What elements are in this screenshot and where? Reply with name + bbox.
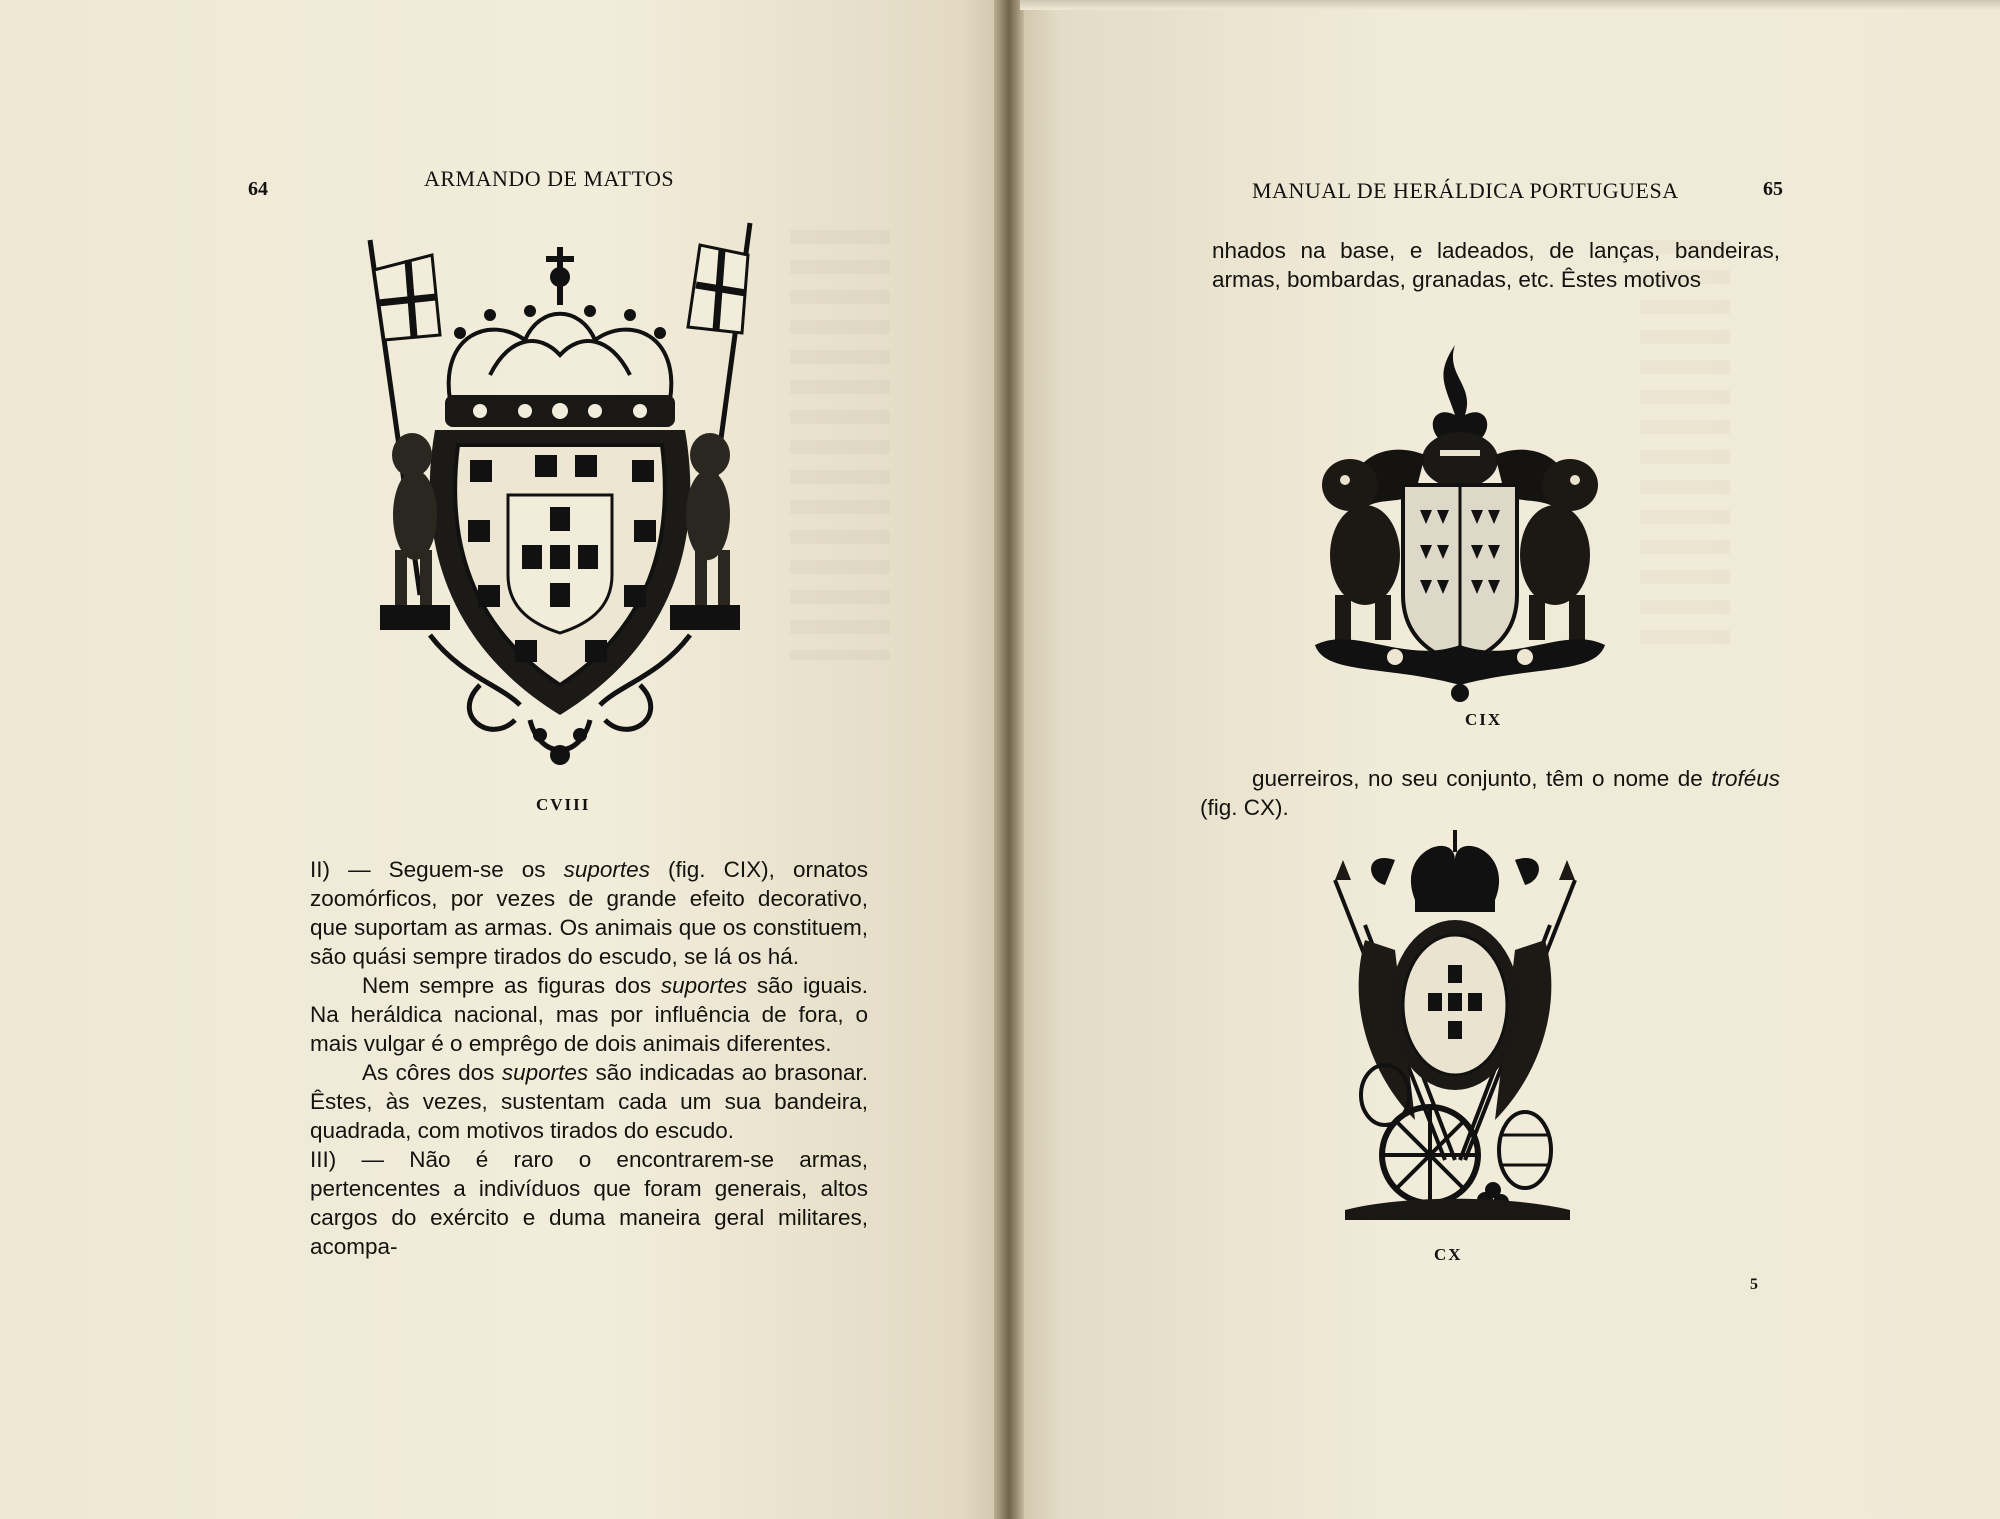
paragraph-guerreiros: guerreiros, no seu conjunto, têm o nome de troféus (fig. CX). [1200, 766, 1780, 820]
left-page-number: 64 [248, 178, 268, 200]
page-top-edge [1020, 0, 2000, 10]
paragraph-figuras: Nem sempre as figuras dos suportes são iguais. Na heráldica nacional, mas por influência de fora, o mais vulgar é o emprêgo de dois animais diferentes. [310, 973, 868, 1056]
right-top-text [1212, 236, 1780, 294]
figure-caption-cviii: CVIII [536, 795, 591, 814]
royal-coat-of-arms-with-cherubs-icon [340, 215, 780, 785]
figure-caption-cx: CX [1434, 1245, 1463, 1264]
coat-of-arms-with-lion-supporters-icon [1295, 345, 1625, 705]
right-page-number: 65 [1763, 178, 1783, 200]
figure-caption-cix: CIX [1465, 710, 1503, 729]
coat-of-arms-trophy-icon [1325, 830, 1585, 1240]
paragraph-cores: As côres dos suportes são indicadas ao brasonar. Êstes, às vezes, sustentam cada um sua bandeira, quadrada, com motivos tirados do escudo. [310, 1060, 869, 1143]
book-gutter [994, 0, 1024, 1519]
paragraph-nhados: nhados na base, e ladeados, de lanças, bandeiras, armas, bombardas, granadas, etc. Êstes motivos [1212, 238, 1780, 292]
left-body-text [310, 855, 868, 1261]
right-running-head: MANUAL DE HERÁLDICA PORTUGUESA [1252, 178, 1679, 203]
paragraph-armas: III) — Não é raro o encontrarem-se armas, pertencentes a indivíduos que foram generais, altos cargos do exército e duma maneira geral militares, acompa- [310, 1147, 868, 1259]
show-through-left [790, 230, 890, 660]
left-running-head: ARMANDO DE MATTOS [424, 166, 675, 191]
right-page [1020, 0, 2000, 1519]
show-through-right [1640, 240, 1730, 660]
signature-mark: 5 [1750, 1276, 1758, 1293]
paragraph-suportes: II) — Seguem-se os suportes (fig. CIX), ornatos zoomórficos, por vezes de grande efeito decorativo, que suportam as armas. Os animais que os constituem, são quási sempre tirados do escudo, se lá os há. [310, 857, 868, 969]
right-middle-text [1200, 764, 1780, 822]
